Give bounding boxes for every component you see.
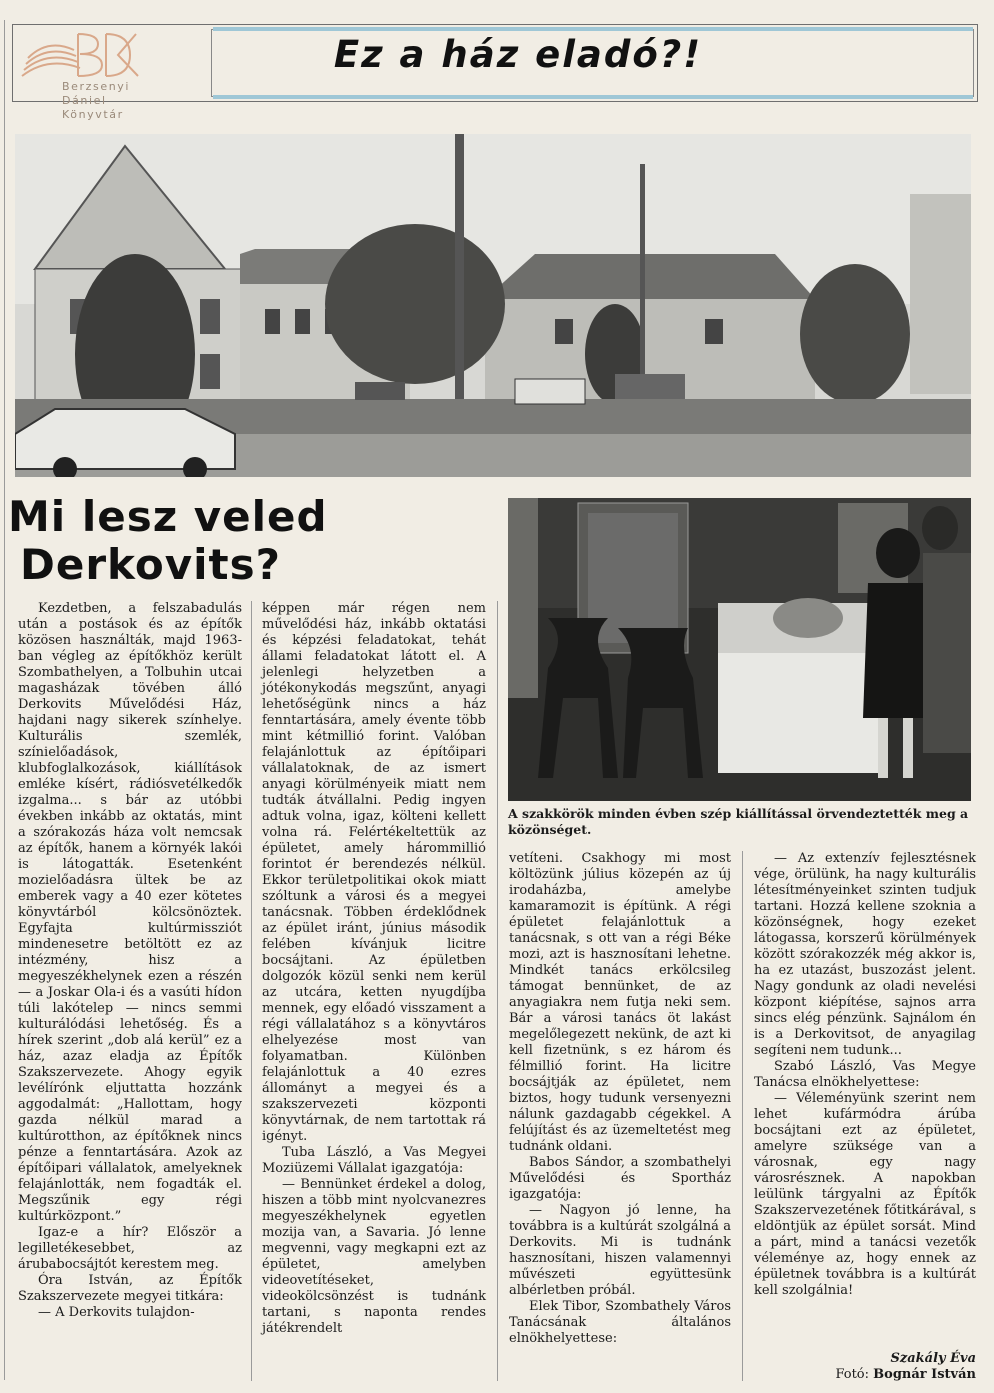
- paragraph: — Véleményünk szerint nem lehet kufármódra árúba bocsájtani ezt az épületet, amelyre szüksége van a városnak, egy nagy városrésznek. A napokban leülünk tárgyalni az Építők Szakszervezetének főtitkárával, s eldöntjük az épület sorsát. Mind a párt, mind a tanácsi vezetők véleménye az, hogy ennek az épületnek továbbra is a kultúrát kell szolgálnia!: [754, 1091, 976, 1298]
- paragraph: vetíteni. Csakhogy mi most költözünk július közepén az új irodaházba, amelybe kamaramozit is építünk. A régi épületet felajánlottuk a tanácsnak, s ott van a régi Béke mozi, azt is hasznosítani lehetne. Mindkét tanács erkölcsileg támogat bennünket, de az anyagiakra nem futja neki sem. Bár a városi tanács öt lakást megelőlegezett nekünk, de azt ki kell fizetnünk, s ez három és félmillió forint. Ha licitre bocsájtják az épületet, nem biztos, hogy tudunk versenyezni nálunk gazdagabb cégekkel. A felújítást és az üzemeltetést meg tudnánk oldani.: [509, 851, 731, 1154]
- author-byline: [754, 1351, 976, 1367]
- column-divider: [251, 601, 252, 1381]
- exhibition-photo: [508, 498, 971, 801]
- headline-main-line-1: Mi lesz veled: [8, 492, 328, 541]
- article-column-1: [18, 601, 242, 1321]
- paragraph: Igaz-e a hír? Először a legilletékesebbet, az árubabocsájtót kerestem meg.: [18, 1225, 242, 1272]
- headline-main: [8, 493, 503, 589]
- banner-stripe-top: [213, 27, 973, 31]
- banner-stripe-bottom: [213, 95, 973, 99]
- headline-top: Ez a ház eladó?!: [333, 33, 703, 76]
- bdk-logo-icon: [18, 26, 143, 86]
- headline-main-line-2: Derkovits?: [20, 540, 281, 589]
- author-name: Szakály Éva: [890, 1351, 976, 1366]
- photo-caption: A szakkörök minden évben szép kiállítással örvendeztették meg a közönséget.: [508, 806, 969, 837]
- page-edge-line: [4, 20, 5, 1380]
- headline-banner: [12, 24, 978, 102]
- speaker-intro: Óra István, az Építők Szakszervezete megyei titkára:: [18, 1273, 242, 1304]
- logo-line-1: Berzsenyi: [62, 80, 131, 93]
- paragraph: — Nagyon jó lenne, ha továbbra is a kultúrát szolgálná a Derkovits. Mi is tudnánk hasznosítani, hiszen valamennyi művészeti együttesünk albérletben próbál.: [509, 1203, 731, 1298]
- library-logo: [18, 26, 143, 121]
- speaker-intro: Szabó László, Vas Megye Tanácsa elnökhelyettese:: [754, 1059, 976, 1090]
- speaker-intro: Elek Tibor, Szombathely Város Tanácsának általános elnökhelyettese:: [509, 1299, 731, 1346]
- paragraph: Kezdetben, a felszabadulás után a postások és az építők közösen használták, majd 1963-ban végleg az építőkhöz került Szombathelyen, a Tolbuhin utcai magasházak tövében álló Derkovits Művelődési Ház, hajdani nagy sikerek színhelye. Kulturális szemlék, színielőadások, klubfoglalkozások, kiállítások emléke kísért, rádiósvetélkedők izgalma... s bár az utóbbi években inkább az oktatás, mint a szórakozás háza volt nemcsak az építők, hanem a környék lakói is látogatták. Esetenként mozielőadásra ültek be az emberek vagy a 40 ezer kötetes könyvtárból kölcsönöztek. Egyfajta kultúrmissziót mindenesetre betöltött ez az intézmény, hisz a megyeszékhelynek ezen a részén — a Joskar Ola-i és a vasúti hídon túli lakótelep — nincs semmi kulturálódási lehetőség. És a hírek szerint „dob alá kerül” ez a ház, azaz eladja az Építők Szakszervezete. Ahogy egyik levélírónk eljuttatta hozzánk aggodalmát: „Hallottam, hogy gazda nélkül marad a kultúrotthon, az építőknek nincs pénze a fenntartására. Azok az építőipari vállalatok, amelyeknek felajánlották, nem fogadták el. Megszűnik egy régi kultúrközpont.”: [18, 601, 242, 1224]
- column-divider: [497, 601, 498, 1381]
- speaker-intro: Tuba László, a Vas Megyei Moziüzemi Vállalat igazgatója:: [262, 1145, 486, 1176]
- photo-credit-label: Fotó:: [835, 1367, 870, 1382]
- photo-credit-name: Bognár István: [873, 1367, 976, 1382]
- column-divider: [742, 851, 743, 1381]
- photo-credit: [754, 1367, 976, 1383]
- paragraph: — Bennünket érdekel a dolog, hiszen a több mint nyolcvanezres megyeszékhelynek egyetlen mozija van, a Savaria. Jó lenne megvenni, vagy megkapni ezt az épületet, amelyben videovetítéseket, videokölcsönzést is tudnánk tartani, s naponta rendes játékrendelt: [262, 1177, 486, 1336]
- logo-line-3: Könyvtár: [62, 108, 124, 121]
- article-column-2: [262, 601, 486, 1337]
- article-column-3: [509, 851, 731, 1347]
- speaker-intro: Babos Sándor, a szombathelyi Művelődési és Sportház igazgatója:: [509, 1155, 731, 1202]
- paragraph: — Az extenzív fejlesztésnek vége, örülünk, ha nagy kulturális létesítményeinket szinten tudjuk tartani. Hozzá kellene szoknia a közönségnek, hogy ezeket látogassa, korszerű körülmények között szórakozzék még akkor is, ha ez utazást, buszozást jelent. Nagy gondunk az oladi nevelési központ kiépítése, sajnos arra sincs elég pénzünk. Sajnálom én is a Derkovitsot, de anyagilag segíteni nem tudunk...: [754, 851, 976, 1058]
- building-photo: [15, 134, 971, 477]
- paragraph: — A Derkovits tulajdon-: [38, 1305, 195, 1320]
- article-column-4: [754, 851, 976, 1299]
- paragraph: képpen már régen nem művelődési ház, inkább oktatási és képzési feladatokat, tehát állami feladatokat látott el. A jelenlegi helyzetben a jótékonykodás megszűnt, anyagi lehetőségünk nincs a ház fenntartására, amely évente több mint kétmillió forint. Valóban felajánlottuk az építőipari vállalatoknak, de az ismert anyagi körülményeik miatt nem tudták átvállalni. Pedig ingyen adtuk volna, igaz, költeni kellett volna rá. Felértékeltettük az épületet, amely hárommillió forintot ér berendezés nélkül. Ekkor területpolitikai okok miatt szóltunk a városi és a megyei tanácsnak. Többen érdeklődnek az épület iránt, június második felében kívánjuk licitre bocsájtani. Az épületben dolgozók közül senki nem kerül az utcára, ketten nyugdíjba mennek, egy előadó visszament a régi vállalatához s a könyvtáros elhelyezése most van folyamatban. Különben felajánlottuk a 40 ezres állományt a megyei és a szakszervezeti központi könyvtárnak, de nem tartottak rá igényt.: [262, 601, 486, 1144]
- logo-line-2: Dániel: [62, 94, 107, 107]
